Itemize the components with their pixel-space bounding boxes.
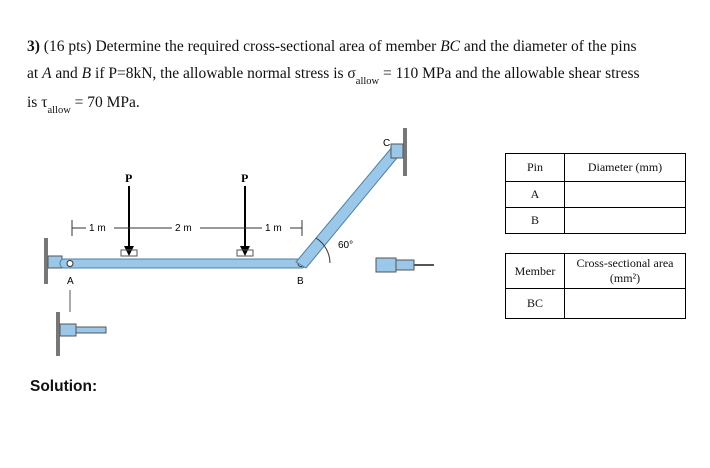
problem-points: (16 pts) [43, 38, 92, 55]
detail-a-bar [76, 327, 106, 333]
header-diameter: Diameter (mm) [565, 154, 686, 182]
beam-ab [60, 259, 306, 268]
pin-b-name: B [81, 65, 92, 82]
text-is-tau: is τ [27, 94, 48, 111]
detail-b-link [396, 260, 414, 270]
cell-diameter-b[interactable] [565, 208, 686, 234]
angle-label: 60° [338, 240, 354, 251]
detail-a-clevis [60, 324, 76, 336]
wall-c [403, 128, 407, 176]
problem-text-1b: and the diameter of the pins [463, 38, 637, 55]
dim-1-label: 1 m [89, 223, 106, 234]
dim-3-label: 1 m [265, 223, 282, 234]
problem-text-3: = 70 MPa. [74, 94, 140, 111]
text-at: at [27, 65, 39, 82]
problem-text-2b: = 110 MPa and the allowable shear stress [382, 65, 640, 82]
cell-diameter-a[interactable] [565, 182, 686, 208]
solution-label: Solution: [30, 378, 98, 395]
sigma-subscript: allow [355, 76, 380, 87]
table-spacer [506, 234, 686, 254]
row-pin-a: A [506, 182, 565, 208]
member-name: BC [440, 38, 460, 55]
load-1-label: P [125, 171, 133, 185]
row-pin-b: B [506, 208, 565, 234]
detail-b-clevis [376, 258, 396, 272]
support-c [391, 144, 403, 158]
header-area: Cross-sectional area (mm²) [565, 254, 686, 289]
load-1-head [124, 246, 134, 256]
point-c-label: C [383, 138, 391, 149]
tau-subscript: allow [47, 105, 71, 116]
point-a-label: A [67, 276, 74, 287]
load-2-label: P [241, 171, 249, 185]
cell-area-bc[interactable] [565, 289, 686, 319]
detail-a-wall [56, 312, 60, 356]
point-b-label: B [297, 276, 304, 287]
problem-number: 3) [27, 38, 40, 55]
header-member: Member [506, 254, 565, 289]
dim-2-label: 2 m [175, 223, 192, 234]
problem-text-1: Determine the required cross-sectional area of member [95, 38, 437, 55]
wall-a [44, 238, 48, 284]
header-pin: Pin [506, 154, 565, 182]
text-and: and [55, 65, 78, 82]
load-2-head [240, 246, 250, 256]
problem-text-2: if P=8kN, the allowable normal stress is σ [95, 65, 356, 82]
results-table [505, 153, 686, 319]
pin-a-mark [67, 261, 73, 267]
pin-a-name: A [42, 65, 52, 82]
row-member-bc: BC [506, 289, 565, 319]
